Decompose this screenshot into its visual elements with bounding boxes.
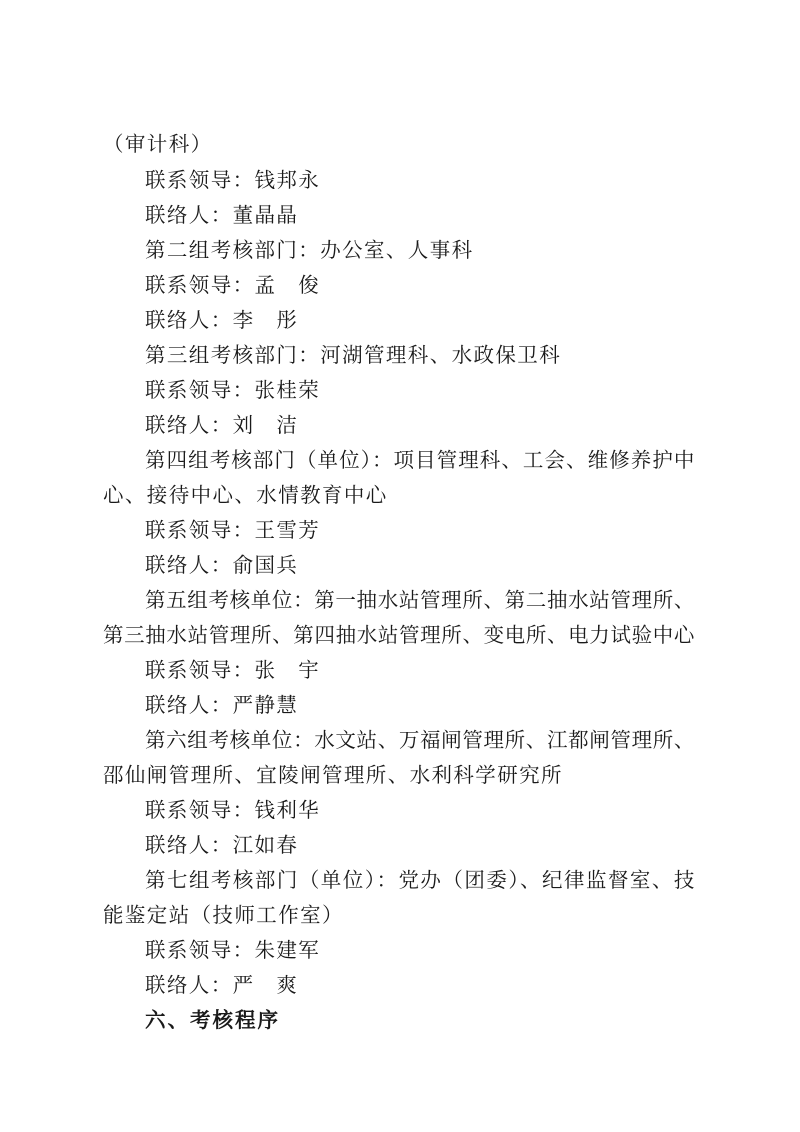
text-line-contact-leader-5: 联系领导：张 宇 — [145, 658, 321, 682]
text-line-contact-leader-3: 联系领导：张桂荣 — [145, 378, 321, 402]
text-line-group-7: 第七组考核部门（单位）：党办（团委）、纪律监督室、技 — [145, 868, 695, 892]
text-line-contact-leader-6: 联系领导：钱利华 — [145, 798, 321, 822]
text-line-liaison-3: 联络人：刘 洁 — [145, 413, 299, 437]
text-line-liaison-2: 联络人：李 彤 — [145, 308, 299, 332]
text-line-contact-leader-2: 联系领导：孟 俊 — [145, 273, 321, 297]
text-line-group-6-cont: 邵仙闸管理所、宜陵闸管理所、水利科学研究所 — [103, 763, 563, 787]
section-heading-assessment-procedure: 六、考核程序 — [145, 1008, 280, 1032]
text-line-group-5-cont: 第三抽水站管理所、第四抽水站管理所、变电所、电力试验中心 — [103, 623, 695, 647]
text-line-group-6: 第六组考核单位：水文站、万福闸管理所、江都闸管理所、 — [145, 728, 695, 752]
text-line-group-4-cont: 心、接待中心、水情教育中心 — [103, 483, 388, 507]
text-line-contact-leader-1: 联系领导：钱邦永 — [145, 168, 321, 192]
text-line-group-5: 第五组考核单位：第一抽水站管理所、第二抽水站管理所、 — [145, 588, 695, 612]
text-line-group-3: 第三组考核部门：河湖管理科、水政保卫科 — [145, 343, 562, 367]
text-line-liaison-7: 联络人：严 爽 — [145, 973, 299, 997]
text-line-audit-section: （审计科） — [103, 132, 213, 156]
text-line-group-7-cont: 能鉴定站（技师工作室） — [103, 903, 344, 927]
text-line-group-4: 第四组考核部门（单位）：项目管理科、工会、维修养护中 — [145, 448, 695, 472]
text-line-contact-leader-7: 联系领导：朱建军 — [145, 938, 321, 962]
text-line-contact-leader-4: 联系领导：王雪芳 — [145, 518, 321, 542]
text-line-liaison-1: 联络人：董晶晶 — [145, 203, 299, 227]
text-line-liaison-5: 联络人：严静慧 — [145, 693, 299, 717]
text-line-liaison-6: 联络人：江如春 — [145, 833, 299, 857]
text-line-group-2: 第二组考核部门：办公室、人事科 — [145, 238, 474, 262]
text-line-liaison-4: 联络人：俞国兵 — [145, 553, 299, 577]
